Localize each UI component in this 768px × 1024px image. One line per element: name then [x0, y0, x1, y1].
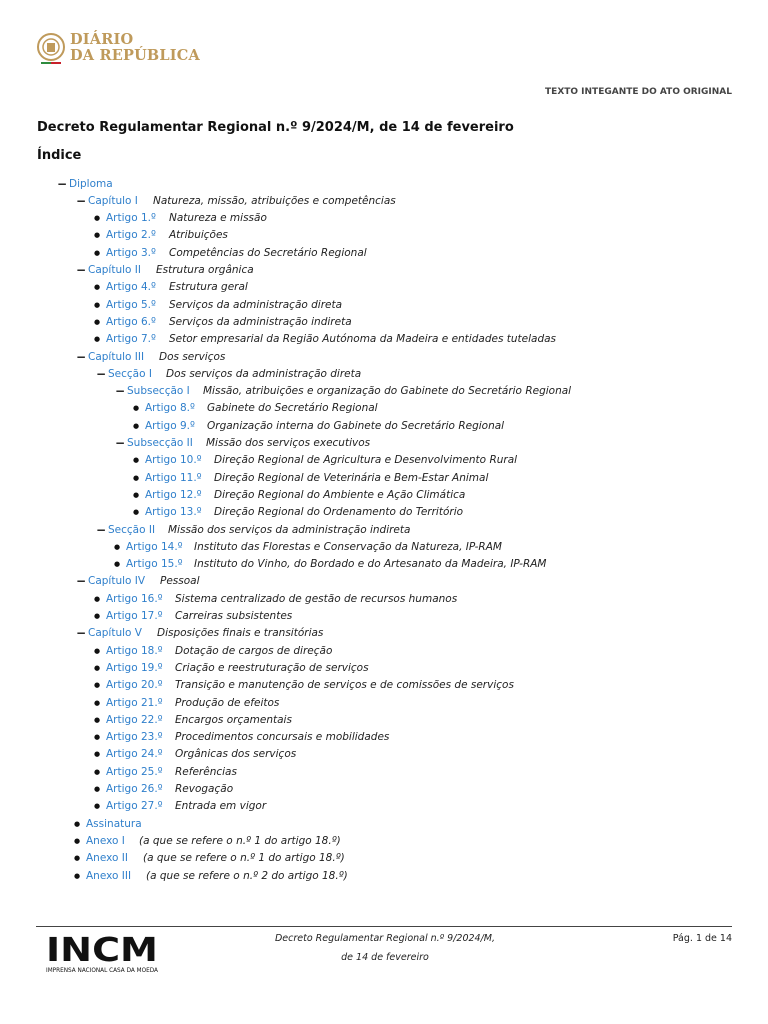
toc-link[interactable]: Artigo 11.º — [145, 471, 202, 484]
bullet-icon: ● — [94, 283, 101, 292]
toc-description: Orgânicas dos serviços — [175, 748, 297, 761]
toc-link[interactable]: Artigo 2.º — [106, 229, 156, 242]
toc-description: Direção Regional do Ordenamento do Território — [214, 506, 464, 519]
toc-description: Natureza e missão — [169, 212, 267, 225]
toc-link[interactable]: Diploma — [69, 177, 113, 190]
toc-row — [94, 694, 280, 711]
collapse-minus-icon[interactable]: − — [96, 522, 107, 537]
toc-link[interactable]: Anexo II — [86, 852, 128, 865]
toc-description: Competências do Secretário Regional — [169, 246, 367, 259]
toc-row — [94, 227, 228, 244]
toc-link[interactable]: Assinatura — [86, 817, 142, 830]
toc-link[interactable]: Artigo 20.º — [106, 679, 163, 692]
toc-row — [115, 383, 572, 400]
toc-description: Instituto das Florestas e Conservação da Natureza, IP-RAM — [194, 540, 502, 553]
toc-link[interactable]: Capítulo V — [88, 627, 142, 640]
toc-link[interactable]: Subsecção II — [127, 437, 193, 449]
bullet-icon: ● — [94, 231, 101, 240]
footer-document-name-line-1: Decreto Regulamentar Regional n.º 9/2024/M, — [274, 933, 496, 944]
toc-link[interactable]: Artigo 21.º — [106, 696, 163, 709]
toc-link[interactable]: Artigo 14.º — [126, 540, 183, 553]
toc-row — [94, 711, 292, 728]
bullet-icon: ● — [133, 473, 140, 482]
toc-link[interactable]: Artigo 3.º — [106, 246, 156, 259]
toc-description: Gabinete do Secretário Regional — [207, 402, 378, 415]
toc-link[interactable]: Artigo 6.º — [106, 315, 156, 328]
toc-row — [94, 313, 352, 330]
document-title: Decreto Regulamentar Regional n.º 9/2024/M, de 14 de fevereiro — [37, 120, 514, 135]
bullet-icon: ● — [94, 335, 101, 344]
toc-link[interactable]: Capítulo II — [88, 264, 141, 276]
toc-row — [94, 798, 267, 815]
toc-link[interactable]: Artigo 8.º — [145, 402, 195, 415]
bullet-icon: ● — [94, 802, 101, 811]
toc-description: Produção de efeitos — [175, 696, 280, 709]
page-number: Pág. 1 de 14 — [672, 933, 732, 944]
toc-row — [94, 677, 514, 694]
toc-row — [115, 435, 371, 452]
toc-description: Direção Regional de Agricultura e Desenvolvimento Rural — [214, 454, 518, 467]
toc-row — [133, 452, 518, 469]
toc-description: (a que se refere o n.º 1 do artigo 18.º) — [139, 834, 341, 847]
toc-description: Referências — [175, 765, 237, 778]
toc-row — [76, 348, 226, 365]
bullet-icon: ● — [114, 560, 121, 569]
toc-link[interactable]: Anexo III — [86, 869, 132, 882]
bullet-icon: ● — [94, 733, 101, 742]
toc-link[interactable]: Artigo 24.º — [106, 748, 163, 761]
toc-row — [94, 244, 367, 261]
toc-description: Natureza, missão, atribuições e competências — [153, 194, 396, 207]
collapse-minus-icon[interactable]: − — [76, 574, 87, 589]
footer-divider — [36, 926, 732, 927]
toc-row — [94, 331, 557, 348]
toc-row — [94, 210, 267, 227]
toc-description: Disposições finais e transitórias — [157, 627, 324, 640]
toc-row — [133, 469, 489, 486]
toc-row — [94, 781, 234, 798]
toc-link[interactable]: Secção I — [108, 367, 152, 380]
bullet-icon: ● — [94, 646, 101, 655]
toc-row — [133, 504, 464, 521]
collapse-minus-icon[interactable]: − — [76, 349, 87, 364]
bullet-icon: ● — [133, 456, 140, 465]
toc-row — [114, 556, 547, 573]
bullet-icon: ● — [94, 785, 101, 793]
toc-link[interactable]: Artigo 1.º — [106, 212, 156, 225]
toc-description: Serviços da administração indireta — [169, 315, 352, 328]
toc-link[interactable]: Artigo 15.º — [126, 558, 183, 571]
toc-row — [133, 400, 378, 417]
toc-link[interactable]: Artigo 26.º — [106, 783, 163, 795]
toc-description: Carreiras subsistentes — [175, 610, 293, 622]
toc-row — [94, 729, 390, 746]
bullet-icon: ● — [74, 819, 81, 828]
collapse-minus-icon[interactable]: − — [115, 436, 126, 450]
toc-row — [94, 608, 293, 625]
toc-link[interactable]: Artigo 12.º — [145, 488, 202, 501]
incm-logo-text: INCM — [46, 934, 158, 969]
toc-row — [76, 625, 324, 642]
toc-row — [94, 279, 248, 296]
toc-row — [94, 590, 458, 607]
toc-link[interactable]: Artigo 25.º — [106, 765, 163, 778]
toc-link[interactable]: Artigo 10.º — [145, 454, 202, 467]
toc-description: Sistema centralizado de gestão de recursos humanos — [175, 592, 458, 605]
collapse-minus-icon[interactable]: − — [96, 366, 107, 381]
bullet-icon: ● — [133, 508, 140, 517]
toc-description: Dotação de cargos de direção — [175, 644, 333, 657]
toc-link[interactable]: Artigo 17.º — [106, 610, 163, 622]
toc-description: Procedimentos concursais e mobilidades — [175, 731, 390, 744]
bullet-icon: ● — [74, 836, 81, 845]
toc-row — [74, 850, 345, 867]
toc-description: Estrutura orgânica — [156, 264, 254, 276]
collapse-minus-icon[interactable]: − — [115, 384, 126, 399]
toc-link[interactable]: Artigo 19.º — [106, 661, 163, 674]
toc-row — [76, 573, 200, 590]
bullet-icon: ● — [94, 248, 101, 257]
collapse-minus-icon[interactable]: − — [76, 626, 87, 641]
toc-description: Missão dos serviços executivos — [206, 437, 371, 449]
toc-row — [94, 642, 333, 659]
toc-description: Estrutura geral — [169, 281, 248, 294]
toc-link[interactable]: Secção II — [108, 523, 156, 536]
toc-description: Transição e manutenção de serviços e de comissões de serviços — [175, 679, 514, 692]
toc-description: Missão dos serviços da administração indireta — [168, 523, 411, 536]
logo-line-1: DIÁRIO — [70, 31, 134, 48]
toc-link[interactable]: Capítulo III — [88, 350, 145, 363]
toc-link[interactable]: Artigo 16.º — [106, 592, 163, 605]
toc-link[interactable]: Artigo 13.º — [145, 506, 202, 519]
toc-link[interactable]: Artigo 18.º — [106, 644, 163, 657]
toc-link[interactable]: Artigo 9.º — [145, 419, 195, 432]
toc-row — [133, 417, 505, 434]
bullet-icon: ● — [74, 871, 81, 880]
toc-row — [57, 175, 113, 192]
collapse-minus-icon[interactable]: − — [76, 263, 87, 277]
toc-link[interactable]: Subsecção I — [127, 385, 190, 398]
toc-description: Direção Regional de Veterinária e Bem-Estar Animal — [214, 471, 489, 484]
toc-description: Criação e reestruturação de serviços — [175, 661, 369, 674]
toc-row — [94, 746, 297, 763]
bullet-icon: ● — [94, 750, 101, 759]
bullet-icon: ● — [94, 214, 101, 223]
bullet-icon: ● — [94, 317, 101, 326]
toc-link[interactable]: Artigo 22.º — [106, 713, 163, 726]
toc-link[interactable]: Artigo 7.º — [106, 333, 156, 346]
bullet-icon: ● — [74, 854, 81, 863]
logo-line-2: DA REPÚBLICA — [70, 47, 200, 64]
bullet-icon: ● — [94, 715, 101, 724]
toc-description: (a que se refere o n.º 2 do artigo 18.º) — [146, 869, 348, 882]
toc-link[interactable]: Capítulo I — [88, 194, 138, 207]
toc-description: Encargos orçamentais — [175, 713, 292, 726]
republic-seal-icon — [36, 31, 66, 65]
toc-description: Entrada em vigor — [175, 800, 267, 813]
bullet-icon: ● — [133, 404, 140, 413]
toc-link[interactable]: Artigo 5.º — [106, 298, 156, 311]
toc-link[interactable]: Anexo I — [86, 834, 125, 847]
toc-row — [94, 659, 369, 676]
toc-description: Dos serviços — [159, 350, 226, 363]
incm-logo — [44, 934, 162, 974]
toc-row — [133, 486, 466, 503]
toc-row — [94, 296, 343, 313]
toc-link[interactable]: Capítulo IV — [88, 575, 146, 588]
toc-row — [74, 815, 142, 832]
toc-row — [74, 867, 348, 884]
toc-row — [74, 832, 341, 849]
bullet-icon: ● — [94, 767, 101, 776]
toc-description: Dos serviços da administração direta — [166, 367, 362, 380]
toc-row — [114, 538, 502, 555]
toc-row — [76, 192, 396, 209]
toc-description: Serviços da administração direta — [169, 298, 343, 311]
toc-description: (a que se refere o n.º 1 do artigo 18.º) — [143, 852, 345, 865]
collapse-minus-icon[interactable]: − — [57, 176, 68, 191]
bullet-icon: ● — [94, 300, 101, 309]
toc-description: Revogação — [175, 783, 234, 795]
toc-description: Instituto do Vinho, do Bordado e do Artesanato da Madeira, IP-RAM — [194, 558, 547, 571]
footer-document-name-line-2: de 14 de fevereiro — [341, 952, 429, 963]
bullet-icon: ● — [133, 421, 140, 430]
toc-row — [96, 365, 362, 382]
original-text-note: TEXTO INTEGANTE DO ATO ORIGINAL — [545, 87, 732, 97]
index-heading: Índice — [37, 148, 82, 163]
bullet-icon: ● — [94, 681, 101, 690]
toc-description: Atribuições — [169, 229, 228, 242]
toc-row — [76, 262, 254, 279]
bullet-icon: ● — [94, 612, 101, 620]
diario-republica-logo — [36, 31, 200, 65]
toc-link[interactable]: Artigo 23.º — [106, 731, 163, 744]
toc-link[interactable]: Artigo 27.º — [106, 800, 163, 813]
bullet-icon: ● — [94, 594, 101, 603]
toc-description: Pessoal — [160, 575, 200, 588]
bullet-icon: ● — [114, 542, 121, 551]
bullet-icon: ● — [133, 490, 140, 499]
toc-row — [96, 521, 411, 538]
bullet-icon: ● — [94, 698, 101, 707]
toc-description: Direção Regional do Ambiente e Ação Climática — [214, 488, 466, 501]
toc-description: Missão, atribuições e organização do Gabinete do Secretário Regional — [203, 385, 572, 398]
toc-description: Organização interna do Gabinete do Secretário Regional — [207, 419, 505, 432]
toc-row — [94, 763, 237, 780]
toc-description: Setor empresarial da Região Autónoma da Madeira e entidades tuteladas — [169, 333, 557, 346]
incm-logo-subtitle: IMPRENSA NACIONAL CASA DA MOEDA — [46, 967, 159, 974]
toc-link[interactable]: Artigo 4.º — [106, 281, 156, 294]
bullet-icon: ● — [94, 663, 101, 672]
collapse-minus-icon[interactable]: − — [76, 193, 87, 208]
